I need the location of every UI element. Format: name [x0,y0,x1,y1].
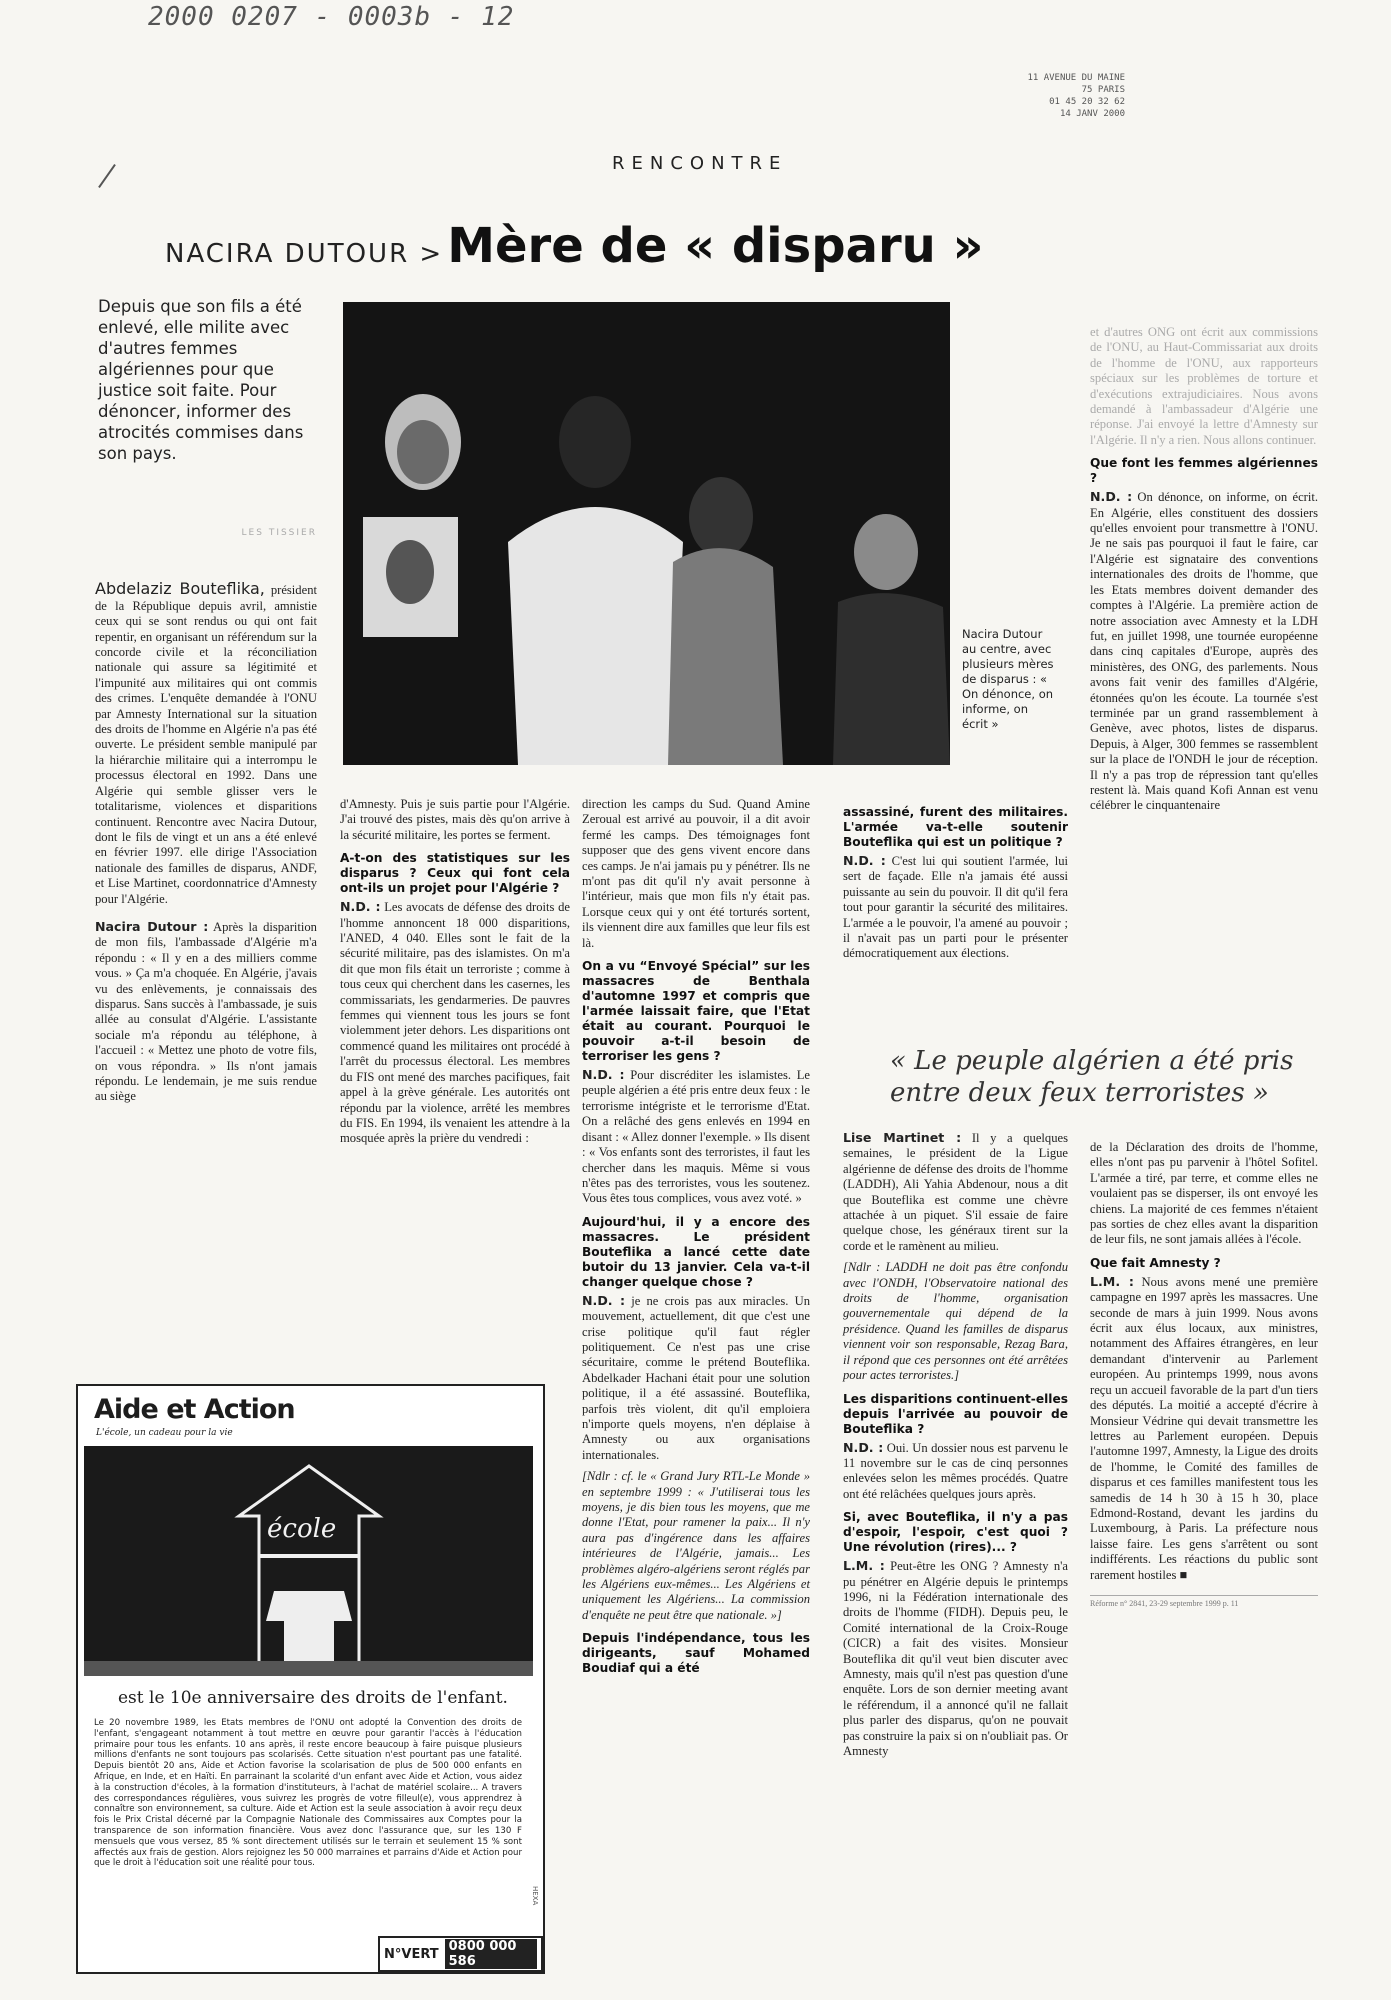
article-column-4-top [843,805,1068,968]
section-kicker: RENCONTRE [612,153,788,174]
col1-para2: Après la disparition de mon fils, l'ambassade d'Algérie m'a répondu : « Il y en a des milliers comme vous. » Ça m'a choquée. En Algérie, j'avais vu des enlèvements, je connaissais des disparus. Sans succès à l'ambassade, je suis allée au consulat d'Algérie. L'assistante sociale m'a répondu au téléphone, à l'accueil : « Mettez une photo de votre fils, on vous répondra. » Ils n'ont jamais répondu. Le lendemain, je me suis rendue au siège [95,919,317,1104]
question-heading: Que font les femmes algériennes ? [1090,456,1318,486]
ad-photo [84,1446,533,1676]
speaker-label: N.D. : [340,899,381,915]
photo-caption: Nacira Dutour au centre, avec plusieurs mères de disparus : « On dénonce, on informe, on écrit » [962,627,1054,731]
editor-note: [Ndlr : LADDH ne doit pas être confondu avec l'ONDH, l'Observatoire national des droits de l'homme, organisation gouvernementale qui dépend de la présidence. Quand les familles de disparus viennent voir son responsable, Rezag Bara, il répond que ces personnes ont été arrêtées pour actes terroristes.] [843,1260,1068,1383]
pen-mark [98,164,116,188]
ad-side-code: HEXA [531,1886,539,1906]
article-column-3 [582,797,810,1679]
article-column-5-top [1090,325,1318,820]
stamp-line: 11 AVENUE DU MAINE [1027,73,1125,83]
editor-note: [Ndlr : cf. le « Grand Jury RTL-Le Monde » en septembre 1999 : « J'utiliserai tous les moyens, je dis bien tous les moyens, que me donne l'Etat, pour ramener la paix... Il n'y aura pas d'ingérence dans les affaires intérieures de l'Algérie, jamais... Les problèmes algéro-algériens seront réglés par les Algériens eux-mêmes... Les Algériens et uniquement les Algériens... La commission d'enquête ne peut être que nationale. »] [582,1469,810,1622]
lead-name: Abdelaziz Bouteflika, [95,579,265,599]
speaker-label: L.M. : [1090,1273,1134,1289]
answer-text: je ne crois pas aux miracles. Un mouvement, actuellement, dit que c'est une crise politique qu'il faut régler politiquement. Ce n'est pas une crise sécuritaire, comme le prétend Bouteflika. Abdelkader Hachani était pour une solution politique, il a été assassiné. Bouteflika, parfois très violent, dit qu'il emploiera n'importe quels moyens, n'en déplaise à Amnesty ou aux organisations internationales. [582,1293,811,1462]
speaker-label: Lise Martinet : [843,1130,962,1145]
col5-para1: et d'autres ONG ont écrit aux commissions de l'ONU, au Haut-Commissariat aux droits de l'homme de l'ONU, aux rapporteurs spéciaux sur les problèmes de torture et d'exécutions extrajudiciaires. Nous avons demandé à l'ambassadeur d'Algérie une réponse. J'ai envoyé la lettre d'Amnesty sur l'Algérie. Il n'y a rien. Nous allons continuer. [1090,325,1318,447]
ad-headline: est le 10e anniversaire des droits de l'enfant. [118,1688,508,1708]
ad-brand: Aide et Action [94,1394,295,1425]
col5-para2: de la Déclaration des droits de l'homme, elles n'ont pas pu parvenir à l'hôtel Sofitel. L'armée a tiré, par terre, et comme elles ne voulaient pas se disperser, ils ont envoyé les chiens. La majorité de ces femmes n'étaient pas sorties de chez elles avant la disparition de leur fils, ne sont jamais allées à l'école. [1090,1140,1318,1247]
question-heading: Si, avec Bouteflika, il n'y a pas d'espoir, l'espoir, c'est quoi ? Une révolution (rires)... ? [843,1510,1068,1555]
answer-text: Peut-être les ONG ? Amnesty n'a pu pénétrer en Algérie depuis le printemps 1996, ni la Fédération internationale des droits de l'homme (FIDH). Depuis peu, le Comité international de la Croix-Rouge (CICR) a fait des visites. Monsieur Bouteflika dit qu'il veut bien discuter avec Amnesty, mais qu'il n'est pas question d'une enquête. Lors de son dernier meeting avant le référendum, il a annoncé qu'il ne fallait plus parler des disparus, qu'on ne pouvait pas construire la paix si on n'oubliait pas. Or Amnesty [843,1559,1069,1758]
speaker-label: N.D. : [1090,489,1133,505]
question-heading: On a vu “Envoyé Spécial” sur les massacres de Benthala d'automne 1997 et compris que l'armée laissait faire, que l'Etat était au courant. Pourquoi le pouvoir a-t-il besoin de terroriser les gens ? [582,959,810,1064]
ad-phone[interactable] [378,1936,543,1972]
answer-text: C'est lui qui soutient l'armée, lui sert de façade. Elle n'a jamais été aussi puissante au sein du pouvoir. Il dit qu'il fera tout pour garantir la sécurité des militaires. L'armée a le pouvoir, l'a amené au pouvoir ; il n'avait pas un parti pour le présenter démocratiquement aux élections. [843,854,1069,961]
phone-label: N°VERT [384,1946,439,1962]
intro-deck: Depuis que son fils a été enlevé, elle milite avec d'autres femmes algériennes pour que justice soit faite. Pour dénoncer, informer des atrocités commises dans son pays. [98,297,304,463]
col2-para1: d'Amnesty. Puis je suis partie pour l'Algérie. J'ai trouvé des pistes, mais dès qu'on arrive à la sécurité militaire, les portes se ferment. [340,797,570,842]
ad-sign: école [267,1514,337,1544]
question-heading: A-t-on des statistiques sur les disparus ? Ceux qui font cela ont-ils un projet pour l'Algérie ? [340,851,570,896]
stamp-line: 75 PARIS [1081,85,1125,95]
article-column-1 [95,530,317,1111]
article-column-4 [843,1130,1068,1765]
question-heading: Que fait Amnesty ? [1090,1255,1221,1270]
answer-text: Les avocats de défense des droits de l'homme annoncent 18 000 disparitions, l'ANED, 4 040. Elles sont le fait de la sécurité militaire, pas des islamistes. On m'a dit que mon fils était un terroriste ; comme à tous ceux qui cherchent dans les casernes, les commissariats, les gendarmeries. De pauvres femmes qui viennent tous les jours se font violemment jeter dehors. Les disparitions ont commencé quand les militaires ont procédé à l'arrêt du processus électoral. Les membres du FIS ont mené des marches pacifiques, fait appel à la grève générale. Les autorités ont répondu par la violence, arrêté les membres du FIS. En 1994, ils venaient les attendre à la mosquée après la prière du vendredi : [340,900,570,1146]
answer-text: On dénonce, on informe, on écrit. En Algérie, elles constituent des dossiers qu'elles envoient pour transmettre à l'ONU. Je ne sais pas pourquoi il faut le faire, car l'Algérie est signataire des conventions internationales des droits de l'homme, que les Etats membres doivent demander des comptes à l'Algérie. La première action de notre association avec Amnesty et la LDH fut, en juillet 1998, une tournée européenne dans cinq capitales d'Europe, auprès des ministères, des ONG, des parlements. Nous avons fait venir des familles d'Algérie, étonnées qu'on les écoute. La tournée s'est terminée par un grand rassemblement à Genève, avec photos, listes de disparus. Depuis, à Alger, 300 femmes se rassemblent sur la place de l'ONDH le jour de réception. Il n'y a pas trop de répression tant qu'elles restent là. Mais quand Kofi Annan est venu célébrer le cinquantenaire [1090,490,1319,813]
ad-aide-et-action [76,1384,545,1974]
ad-body: Le 20 novembre 1989, les Etats membres de l'ONU ont adopté la Convention des droits de l'enfant, s'engageant notamment à tout mettre en œuvre pour garantir l'accès à l'éducation primaire pour tous les enfants. 10 ans après, il reste encore beaucoup à faire puisque plusieurs millions d'enfants ne sont toujours pas scolarisés. Cette situation n'est pourtant pas une fatalité. Depuis bientôt 20 ans, Aide et Action favorise la scolarisation de plus de 500 000 enfants en Afrique, en Inde, et en Haïti. En parrainant la scolarité d'un enfant avec Aide et Action, vous aidez à la construction d'écoles, à la formation d'instituteurs, à l'achat de matériel scolaire... A travers des correspondances régulières, vous suivrez les progrès de votre filleul(e), vous apprendrez à connaître son environnement, sa culture. Aide et Action est la seule association à avoir reçu deux fois le Prix Cristal décerné par la Compagnie Nationale des Commissaires aux Comptes pour la transparence de son information financière. Vous avez donc l'assurance que, sur les 130 F mensuels que vous versez, 85 % sont directement utilisés sur le terrain et seulement 15 % sont affectés aux frais de gestion. Alors rejoignez les 50 000 marraines et parrains d'Aide et Action pour que le droit à l'éducation soit une réalité pour tous. [94,1718,522,1869]
stamp-line: 14 JANV 2000 [1059,109,1125,119]
stamp-line: 01 45 20 32 62 [1049,97,1125,107]
speaker-label: N.D. : [582,1292,626,1308]
photo-credit: LES TISSIER [241,528,317,538]
answer-text: Oui. Un dossier nous est parvenu le 11 novembre sur le cas de cinq personnes enlevées selon les mêmes procédés. Quatre ont été relâchées quelques jours après. [843,1440,1068,1501]
col3-para1: direction les camps du Sud. Quand Amine Zeroual est arrivé au pouvoir, il a dit avoir fermé les camps. Des témoignages font supposer que des gens vivent encore dans ces camps. Je n'ai jamais pu y pénétrer. Ils ne m'ont pas dit qu'il n'y avait personne à l'intérieur, mais que mon fils n'y était pas. Lorsque ceux qui y ont été torturés sortent, ils viennent dire aux familles que leur fils est là. [582,797,810,950]
main-photo [343,302,950,765]
answer-text: Il y a quelques semaines, le président de la Ligue algérienne de défense des droits de l'homme (LADDH), Ali Yahia Abdenour, nous a dit que Bouteflika est comme une chèvre attachée à un piquet. S'il essaie de faire quelque chose, les généraux tirent sur la corde et le ramènent au milieu. [843,1131,1068,1253]
article-column-2 [340,797,570,1153]
speaker-label: N.D. : [582,1067,625,1083]
ad-tagline: L'école, un cadeau pour la vie [96,1428,233,1438]
source-note: Réforme n° 2841, 23-29 septembre 1999 p. 11 [1090,1595,1318,1609]
headline-block [165,218,984,274]
pull-quote: « Le peuple algérien a été pris entre deux feux terroristes » [890,1046,1294,1108]
byline: NACIRA DUTOUR > [165,239,444,269]
answer-text: Pour discréditer les islamistes. Le peuple algérien a été pris entre deux feux : le terrorisme intégriste et le terrorisme d'Etat. On a relâché des gens enlevés en 1994 en disant : « Allez donner l'exemple. » Ils disent : « Vos enfants sont des terroristes, il faut les chercher dans les maquis. Même si vous n'êtes pas des terroristes, vous les soutenez. Vous êtes tous complices, vous avez voté. » [582,1068,810,1206]
speaker-label: Nacira Dutour : [95,918,209,934]
photo-illustration [343,302,950,765]
ad-illustration [84,1446,533,1676]
page-title: Mère de « disparu » [447,218,984,274]
phone-number: 0800 000 586 [445,1939,537,1969]
article-column-5 [1090,1140,1318,1609]
col1-para1: président de la République depuis avril, amnistie ceux qui se sont rendus ou qui ont fait repentir, en organisant un référendum sur la concorde civile et la réconciliation nationale qui assure sa légitimité et l'impunité aux militaires qui ont commis des crimes. L'enquête demandée à l'ONU par Amnesty International sur la situation des droits de l'homme en Algérie n'a pas été ouverte. Le président semble manipulé par la hiérarchie militaire qui a interrompu le processus électoral en 1992. Dans une Algérie qui semble glisser vers le totalitarisme, violences et disparitions continuent. Rencontre avec Nacira Dutour, dont le fils de vingt et un ans a été enlevé en février 1997. elle dirige l'Association nationale des familles de disparus, ANDF, et Lise Martinet, coordonnatrice d'Amnesty pour l'Algérie. [95,583,317,906]
question-heading: Les disparitions continuent-elles depuis l'arrivée au pouvoir de Bouteflika ? [843,1391,1068,1436]
question-heading: Depuis l'indépendance, tous les dirigeants, sauf Mohamed Boudiaf qui a été [582,1631,810,1676]
speaker-label: N.D. : [843,853,886,868]
end-mark: ■ [1179,1567,1188,1582]
question-heading: Aujourd'hui, il y a encore des massacres. Le président Bouteflika a lancé cette date butoir du 13 janvier. Cela va-t-il changer quelque chose ? [582,1214,810,1289]
answer-text: Nous avons mené une première campagne en 1997 après les massacres. Une seconde de mars à juin 1999. Nous avons écrit aux élus locaux, aux ministres, notamment des Affaires étrangères, en leur demandant d'intervenir au Parlement européen. Au printemps 1999, nous avons reçu un accueil favorable de la part d'un tiers des députés. La moitié a accepté d'écrire à Monsieur Védrine qui devait transmettre les lettres au Parlement européen. Depuis l'automne 1997, Amnesty, la Ligue des droits de l'homme, le Comité des familles de disparus et ces familles manifestent tous les samedis de 14 h 30 à 15 h 30, place Edmond-Rostand, devant les jardins du Luxembourg, à Paris. La préfecture nous laisse faire. Les gens s'arrêtent ou sont indifférents. Les réactions du public sont rarement hostiles [1090,1274,1318,1582]
speaker-label: L.M. : [843,1558,885,1574]
speaker-label: N.D. : [843,1439,884,1455]
archive-reference: 2000 0207 - 0003b - 12 [148,2,515,32]
question-heading: assassiné, furent des militaires. L'armée va-t-elle soutenir Bouteflika qui est un politique ? [843,805,1068,849]
received-stamp [975,72,1125,120]
